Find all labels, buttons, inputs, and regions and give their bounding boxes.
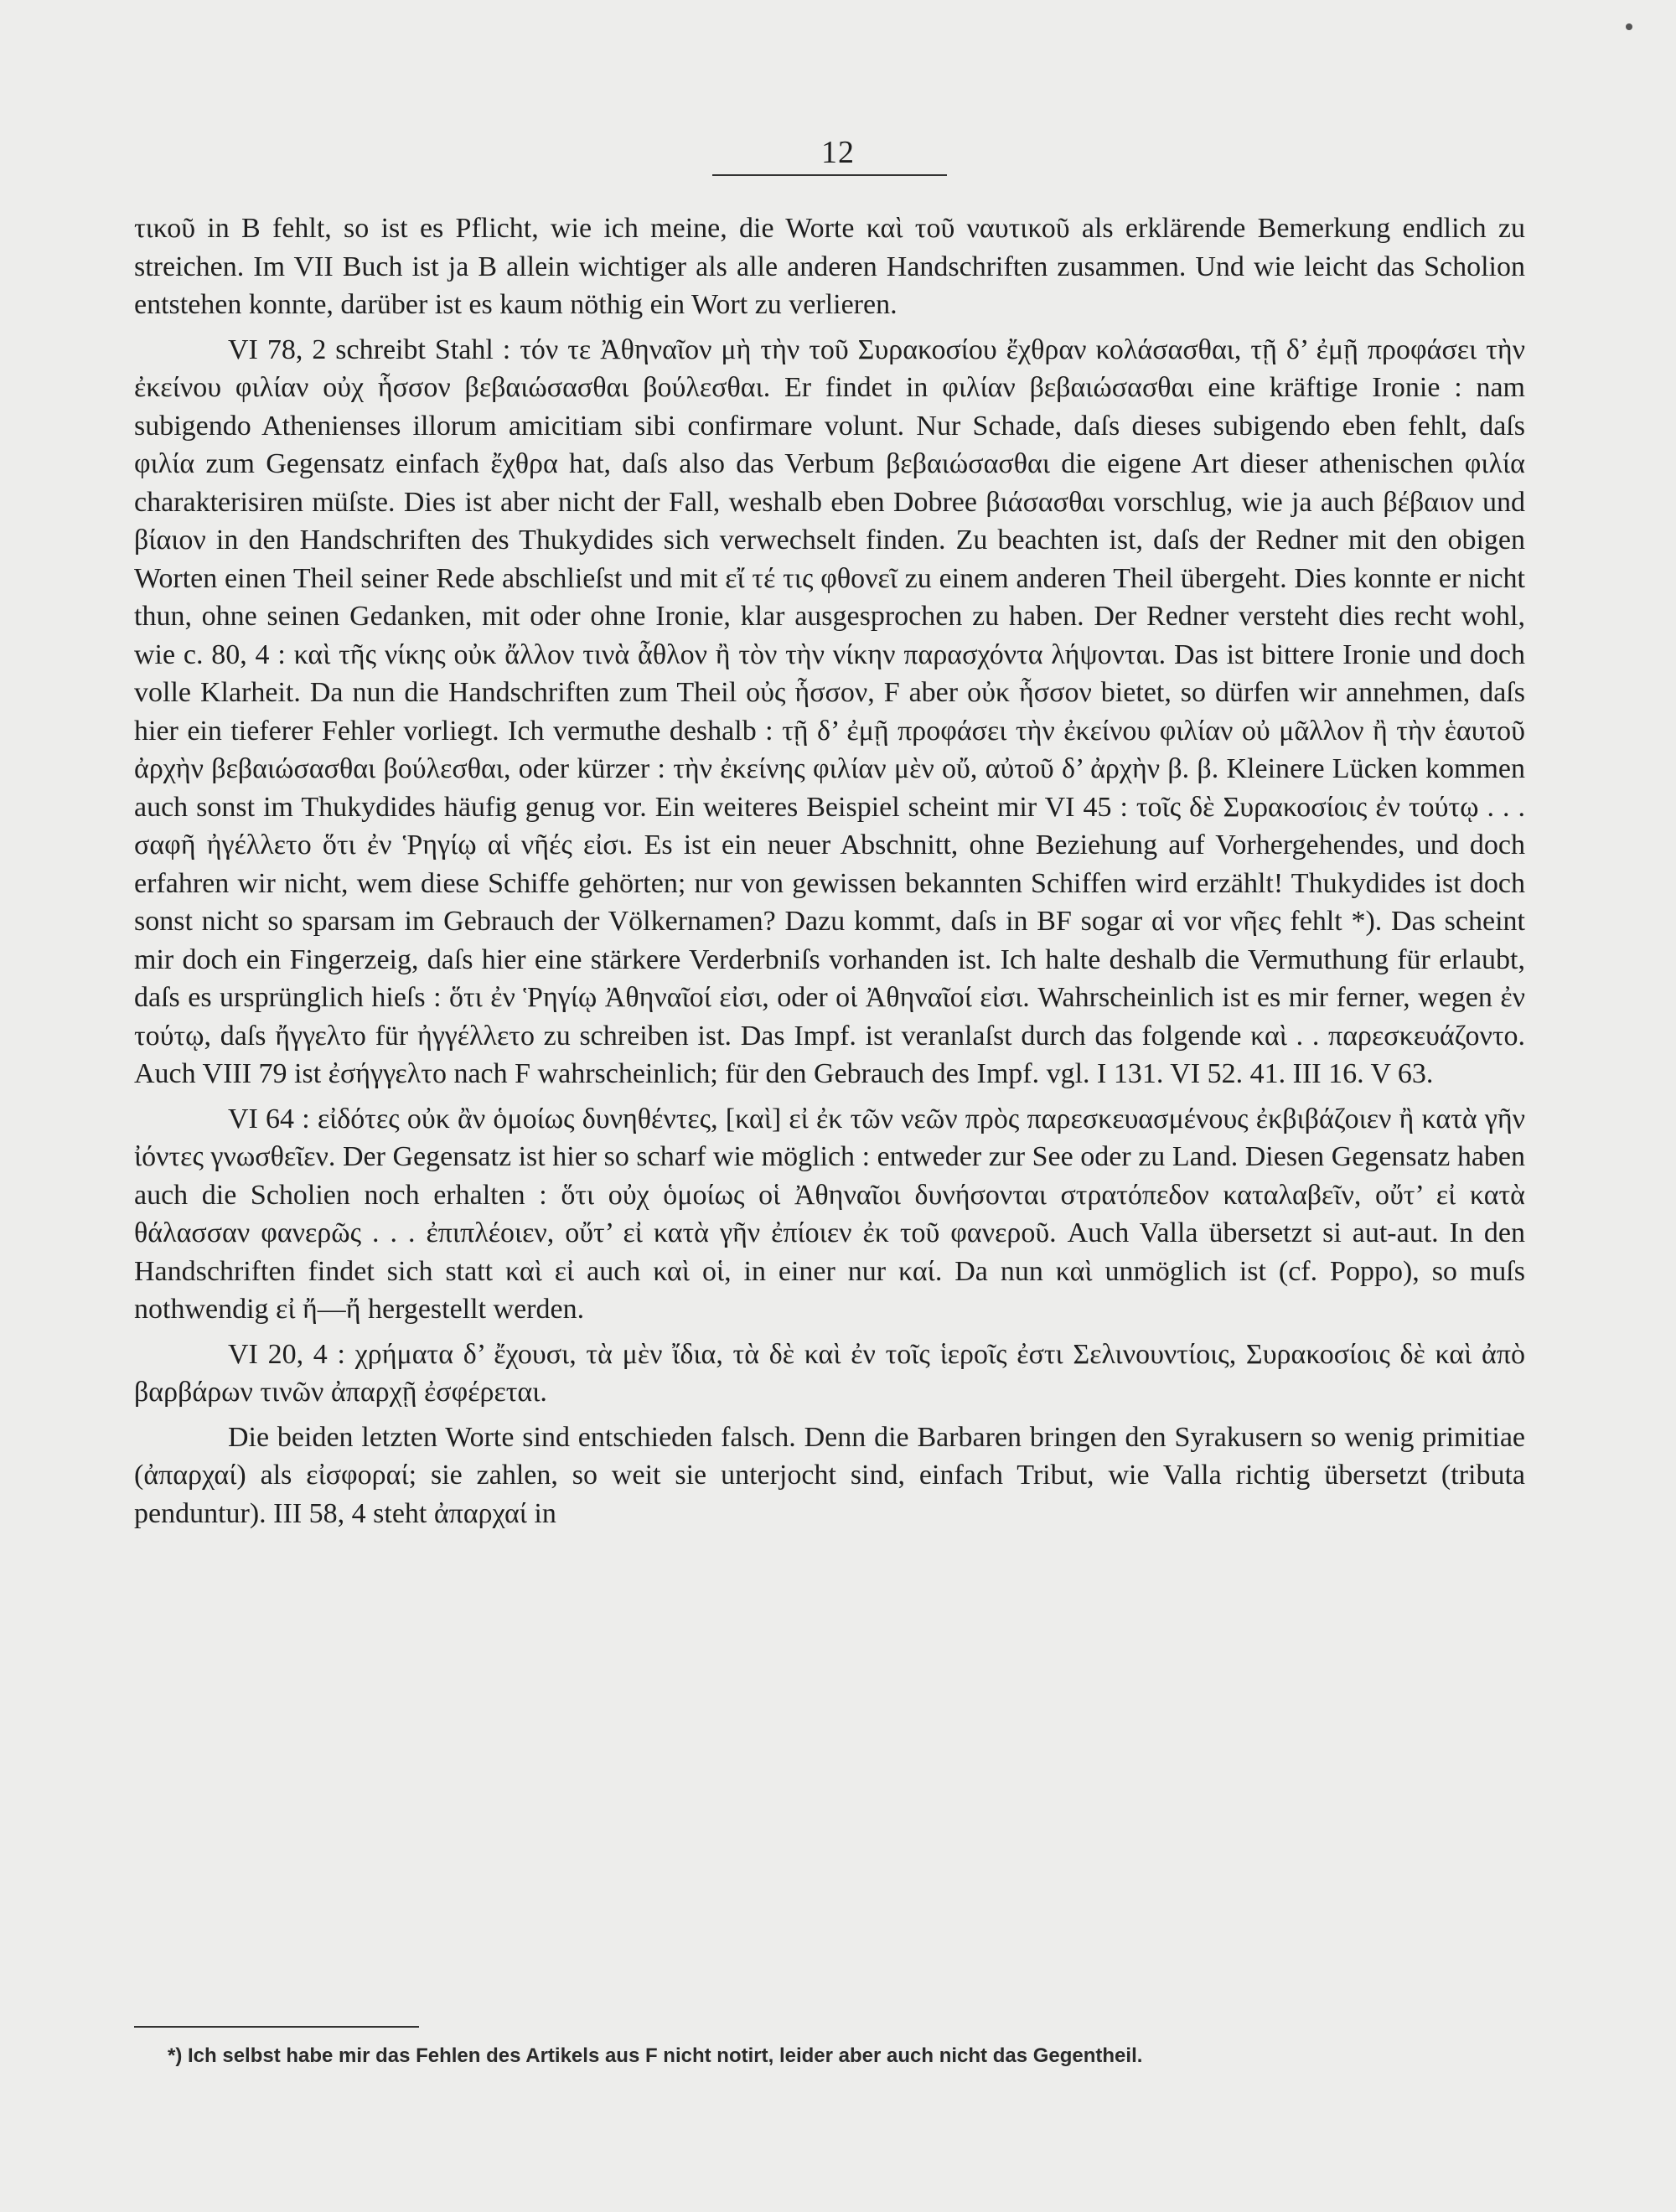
footnote: *) Ich selbst habe mir das Fehlen des Artikels aus F nicht notirt, leider aber auch nicht das Gegentheil. bbox=[168, 2044, 1143, 2067]
paragraph-5: Die beiden letzten Worte sind entschieden falsch. Denn die Barbaren bringen den Syrakusern so wenig primitiae (ἀπαρχαί) als εἰσφοραί; sie zahlen, so weit sie unterjocht sind, einfach Tribut, wie Valla richtig übersetzt (tributa penduntur). III 58, 4 steht ἀπαρχαί in bbox=[134, 1421, 1525, 1529]
paragraph-1: τικοῦ in B fehlt, so ist es Pflicht, wie ich meine, die Worte καὶ τοῦ ναυτικοῦ als erklärende Bemerkung endlich zu streichen. Im VII Buch ist ja B allein wichtiger als alle anderen Handschriften zusammen. Und wie leicht das Scholion entstehen konnte, darüber ist es kaum nöthig ein Wort zu verlieren. bbox=[134, 213, 1525, 320]
page-header bbox=[0, 134, 1676, 171]
page-number: 12 bbox=[821, 135, 855, 170]
header-rule bbox=[712, 174, 947, 176]
body-text bbox=[134, 209, 1525, 1539]
page-speck bbox=[1626, 23, 1632, 30]
paragraph-3: VI 64 : εἰδότες οὐκ ἂν ὁμοίως δυνηθέντες, [καὶ] εἰ ἐκ τῶν νεῶν πρὸς παρεσκευασμένους ἐκβιβάζοιεν ἢ κατὰ γῆν ἰόντες γνωσθεῖεν. Der Gegensatz ist hier so scharf wie möglich : entweder zur See oder zu Land. Diesen Gegensatz haben auch die Scholien noch erhalten : ὅτι οὐχ ὁμοίως οἱ Ἀθηναῖοι δυνήσονται στρατόπεδον καταλαβεῖν, οὔτ’ εἰ κατὰ θάλασσαν φανερῶς . . . ἐπιπλέοιεν, οὔτ’ εἰ κατὰ γῆν ἐπίοιεν ἐκ τοῦ φανεροῦ. Auch Valla übersetzt si aut-aut. In den Handschriften findet sich statt καὶ εἰ auch καὶ οἱ, in einer nur καί. Da nun καὶ unmöglich ist (cf. Poppo), so muſs nothwendig εἰ ἤ—ἤ hergestellt werden. bbox=[134, 1103, 1525, 1325]
footnote-rule bbox=[134, 2026, 419, 2028]
paragraph-2: VI 78, 2 schreibt Stahl : τόν τε Ἀθηναῖον μὴ τὴν τοῦ Συρακοσίου ἔχθραν κολάσασθαι, τῇ δ’ ἐμῇ προφάσει τὴν ἐκείνου φιλίαν οὐχ ἧσσον βεβαιώσασθαι βούλεσθαι. Er findet in φιλίαν βεβαιώσασθαι eine kräftige Ironie : nam subigendo Athenienses illorum amicitiam sibi confirmare volunt. Nur Schade, daſs dieses subigendo eben fehlt, daſs φιλία zum Gegensatz einfach ἔχθρα hat, daſs also das Verbum βεβαιώσασθαι die eigene Art dieser athenischen φιλία charakterisiren müſste. Dies ist aber nicht der Fall, weshalb eben Dobree βιάσασθαι vorschlug, wie ja auch βέβαιον und βίαιον in den Handschriften des Thukydides sich verwechselt finden. Zu beachten ist, daſs der Redner mit den obigen Worten einen Theil seiner Rede abschlieſst und mit εἴ τέ τις φθονεῖ zu einem anderen Theil übergeht. Dies konnte er nicht thun, ohne seinen Gedanken, mit oder ohne Ironie, klar ausgesprochen zu haben. Der Redner versteht dies recht wohl, wie c. 80, 4 : καὶ τῆς νίκης οὐκ ἄλλον τινὰ ἆθλον ἢ τὸν τὴν νίκην παρασχόντα λήψονται. Das ist bittere Ironie und doch volle Klarheit. Da nun die Handschriften zum Theil οὐς ἧσσον, F aber οὐκ ἧσσον bietet, so dürfen wir annehmen, daſs hier ein tieferer Fehler vorliegt. Ich vermuthe deshalb : τῇ δ’ ἐμῇ προφάσει τὴν ἐκείνου φιλίαν οὐ μᾶλλον ἢ τὴν ἑαυτοῦ ἀρχὴν βεβαιώσασθαι βούλεσθαι, oder kürzer : τὴν ἐκείνης φιλίαν μὲν οὔ, αὐτοῦ δ’ ἀρχὴν β. β. Kleinere Lücken kommen auch sonst im Thukydides häufig genug vor. Ein weiteres Beispiel scheint mir VI 45 : τοῖς δὲ Συρακοσίοις ἐν τούτῳ . . . σαφῆ ἠγέλλετο ὅτι ἐν Ῥηγίῳ αἱ νῆές εἰσι. Es ist ein neuer Abschnitt, ohne Beziehung auf Vorhergehendes, und doch erfahren wir nicht, wem diese Schiffe gehörten; nur von gewissen bekannten Schiffen wird erzählt! Thukydides ist doch sonst nicht so sparsam im Gebrauch der Völkernamen? Dazu kommt, daſs in BF sogar αἱ vor νῆες fehlt *). Das scheint mir doch ein Fingerzeig, daſs hier eine stärkere Verderbniſs vorhanden ist. Ich halte deshalb die Vermuthung für erlaubt, daſs es ursprünglich hieſs : ὅτι ἐν Ῥηγίῳ Ἀθηναῖοί εἰσι, oder οἱ Ἀθηναῖοί εἰσι. Wahrscheinlich ist es mir ferner, wegen ἐν τούτῳ, daſs ἤγγελτο für ἠγγέλλετο zu schreiben ist. Das Impf. ist veranlaſst durch das folgende καὶ . . παρεσκευάζοντο. Auch VIII 79 ist ἐσήγγελτο nach F wahrscheinlich; für den Gebrauch des Impf. vgl. I 131. VI 52. 41. III 16. V 63. bbox=[134, 333, 1525, 1089]
paragraph-4: VI 20, 4 : χρήματα δ’ ἔχουσι, τὰ μὲν ἴδια, τὰ δὲ καὶ ἐν τοῖς ἱεροῖς ἐστι Σελινουντίοις, Συρακοσίοις δὲ καὶ ἀπὸ βαρβάρων τινῶν ἀπαρχῇ ἐσφέρεται. bbox=[134, 1338, 1525, 1408]
